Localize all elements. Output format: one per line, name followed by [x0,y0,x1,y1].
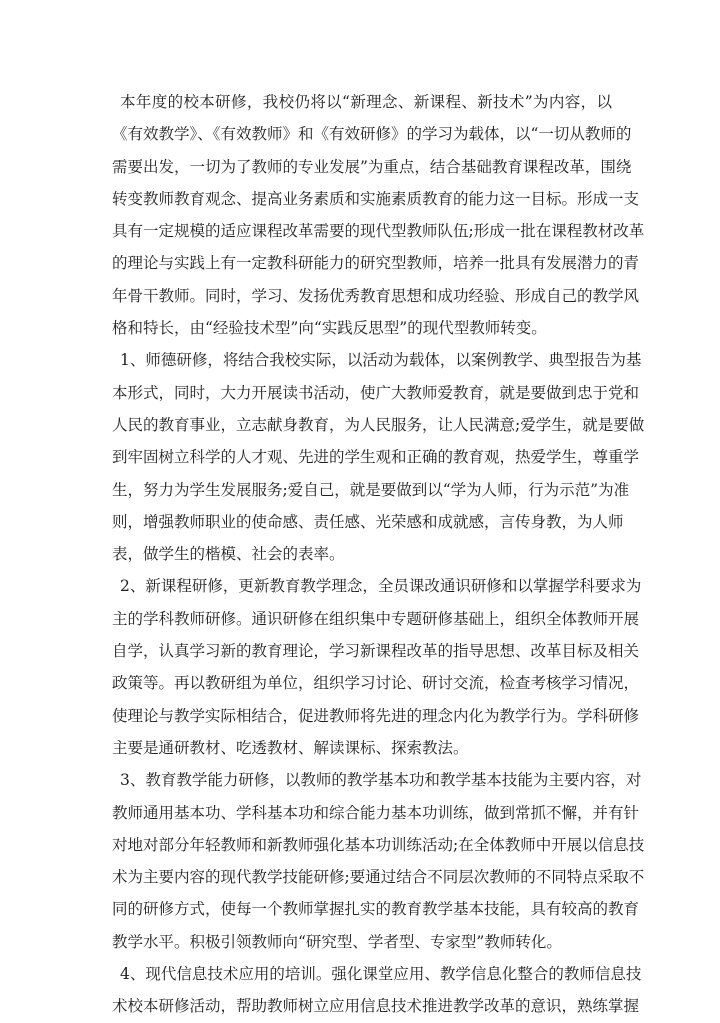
paragraph-line: 生，努力为学生发展服务;爱自己，就是要做到以“学为人师，行为示范”为准 [112,480,630,499]
paragraph-line: 格和特长，由“经验技术型”向“实践反思型”的现代型教师转变。 [112,319,547,338]
paragraph-line: 主的学科教师研修。通识研修在组织集中专题研修基础上，组织全体教师开展 [112,609,640,628]
paragraph-line: 主要是通研教材、吃透教材、解读课标、探索教法。 [112,738,469,757]
paragraph-line: 2、新课程研修，更新教育教学理念，全员课改通识研修和以掌握学科要求为 [120,577,642,596]
paragraph-line: 对地对部分年轻教师和新教师强化基本功训练活动;在全体教师中开展以信息技 [112,835,645,854]
document-body [112,86,645,1023]
paragraph-line: 1、师德研修，将结合我校实际，以活动为载体，以案例教学、典型报告为基 [120,351,642,370]
paragraph-line: 表，做学生的楷模、社会的表率。 [112,545,345,564]
paragraph-line: 本年度的校本研修，我校仍将以“新理念、新课程、新技术”为内容，以 [120,93,612,111]
paragraph-line: 术校本研修活动，帮助教师树立应用信息技术推进教学改革的意识，熟练掌握 [112,997,640,1016]
paragraph-line: 人民的教育事业，立志献身教育，为人民服务，让人民满意;爱学生，就是要做 [112,415,645,434]
paragraph-line: 本形式，同时，大力开展读书活动，使广大教师爱教育，就是要做到忠于党和 [112,383,640,402]
paragraph-line: 教学水平。积极引领教师向“研究型、学者型、专家型”教师转化。 [112,932,562,951]
paragraph-line: 年骨干教师。同时，学习、发扬优秀教育思想和成功经验、形成自己的教学风 [112,286,640,305]
paragraph-line: 使理论与教学实际相结合，促进教师将先进的理念内化为教学行为。学科研修 [112,706,640,725]
paragraph-line: 具有一定规模的适应课程改革需要的现代型教师队伍;形成一批在课程教材改革 [112,222,645,241]
paragraph-line: 4、现代信息技术应用的培训。强化课堂应用、教学信息化整合的教师信息技 [120,965,642,984]
paragraph-line: 3、教育教学能力研修，以教师的教学基本功和教学基本技能为主要内容，对 [120,771,642,790]
paragraph-line: 转变教师教育观念、提高业务素质和实施素质教育的能力这一目标。形成一支 [112,189,640,208]
paragraph-line: 则，增强教师职业的使命感、责任感、光荣感和成就感，言传身教，为人师 [112,512,624,531]
paragraph-line: 到牢固树立科学的人才观、先进的学生观和正确的教育观，热爱学生，尊重学 [112,448,640,467]
paragraph-line: 教师通用基本功、学科基本功和综合能力基本功训练，做到常抓不懈，并有针 [112,803,640,822]
paragraph-line: 政策等。再以教研组为单位，组织学习讨论、研讨交流，检查考核学习情况， [112,674,640,693]
paragraph-line: 《有效教学》、《有效教师》和《有效研修》的学习为载体，以“一切从教师的 [112,125,632,144]
paragraph-line: 自学，认真学习新的教育理论，学习新课程改革的指导思想、改革目标及相关 [112,642,640,661]
paragraph-line: 的理论与实践上有一定教科研能力的研究型教师，培养一批具有发展潜力的青 [112,254,640,273]
paragraph-line: 需要出发，一切为了教师的专业发展”为重点，结合基础教育课程改革，围绕 [112,157,632,176]
paragraph-line: 术为主要内容的现代教学技能研修;要通过结合不同层次教师的不同特点采取不 [112,868,645,887]
paragraph-line: 同的研修方式，使每一个教师掌握扎实的教育教学基本技能，具有较高的教育 [112,900,640,919]
